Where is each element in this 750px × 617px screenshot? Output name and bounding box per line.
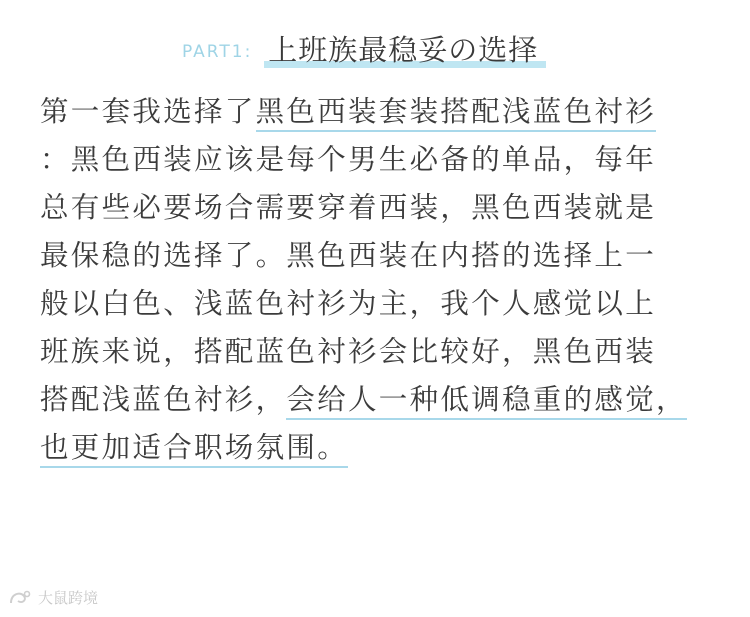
highlighted-text: 也更加适合职场氛围。 [40,431,348,468]
paragraph-line [40,136,712,184]
watermark [8,587,98,608]
line-text: 最保稳的选择了。黑色西装在内搭的选择上一 [40,239,657,272]
line-text: 搭配浅蓝色衬衫， [40,383,287,416]
line-text: 班族来说，搭配蓝色衬衫会比较好，黑色西装 [40,335,657,368]
line-text: 般以白色、浅蓝色衬衫为主，我个人感觉以上 [40,287,657,320]
line-text: 总有些必要场合需要穿着西装，黑色西装就是 [40,191,657,224]
part-label: PART1: [182,42,253,62]
paragraph-line [40,184,712,232]
watermark-text: 大鼠跨境 [38,589,99,607]
highlighted-text: 黑色西装套装搭配浅蓝色衬衫 [256,95,656,132]
paragraph-line [40,280,712,328]
paragraph-line [40,328,712,376]
highlighted-text: 会给人一种低调稳重的感觉， [286,383,686,420]
watermark-logo-icon [8,588,34,608]
paragraph-line [40,88,712,136]
article-paragraph [40,88,712,472]
paragraph-line [40,232,712,280]
section-heading [182,22,542,72]
line-text: 第一套我选择了 [40,95,256,128]
section-title: 上班族最稳妥の选择 [264,28,542,72]
paragraph-line [40,424,712,472]
paragraph-line [40,376,712,424]
line-text: ：黑色西装应该是每个男生必备的单品，每年 [40,143,657,176]
